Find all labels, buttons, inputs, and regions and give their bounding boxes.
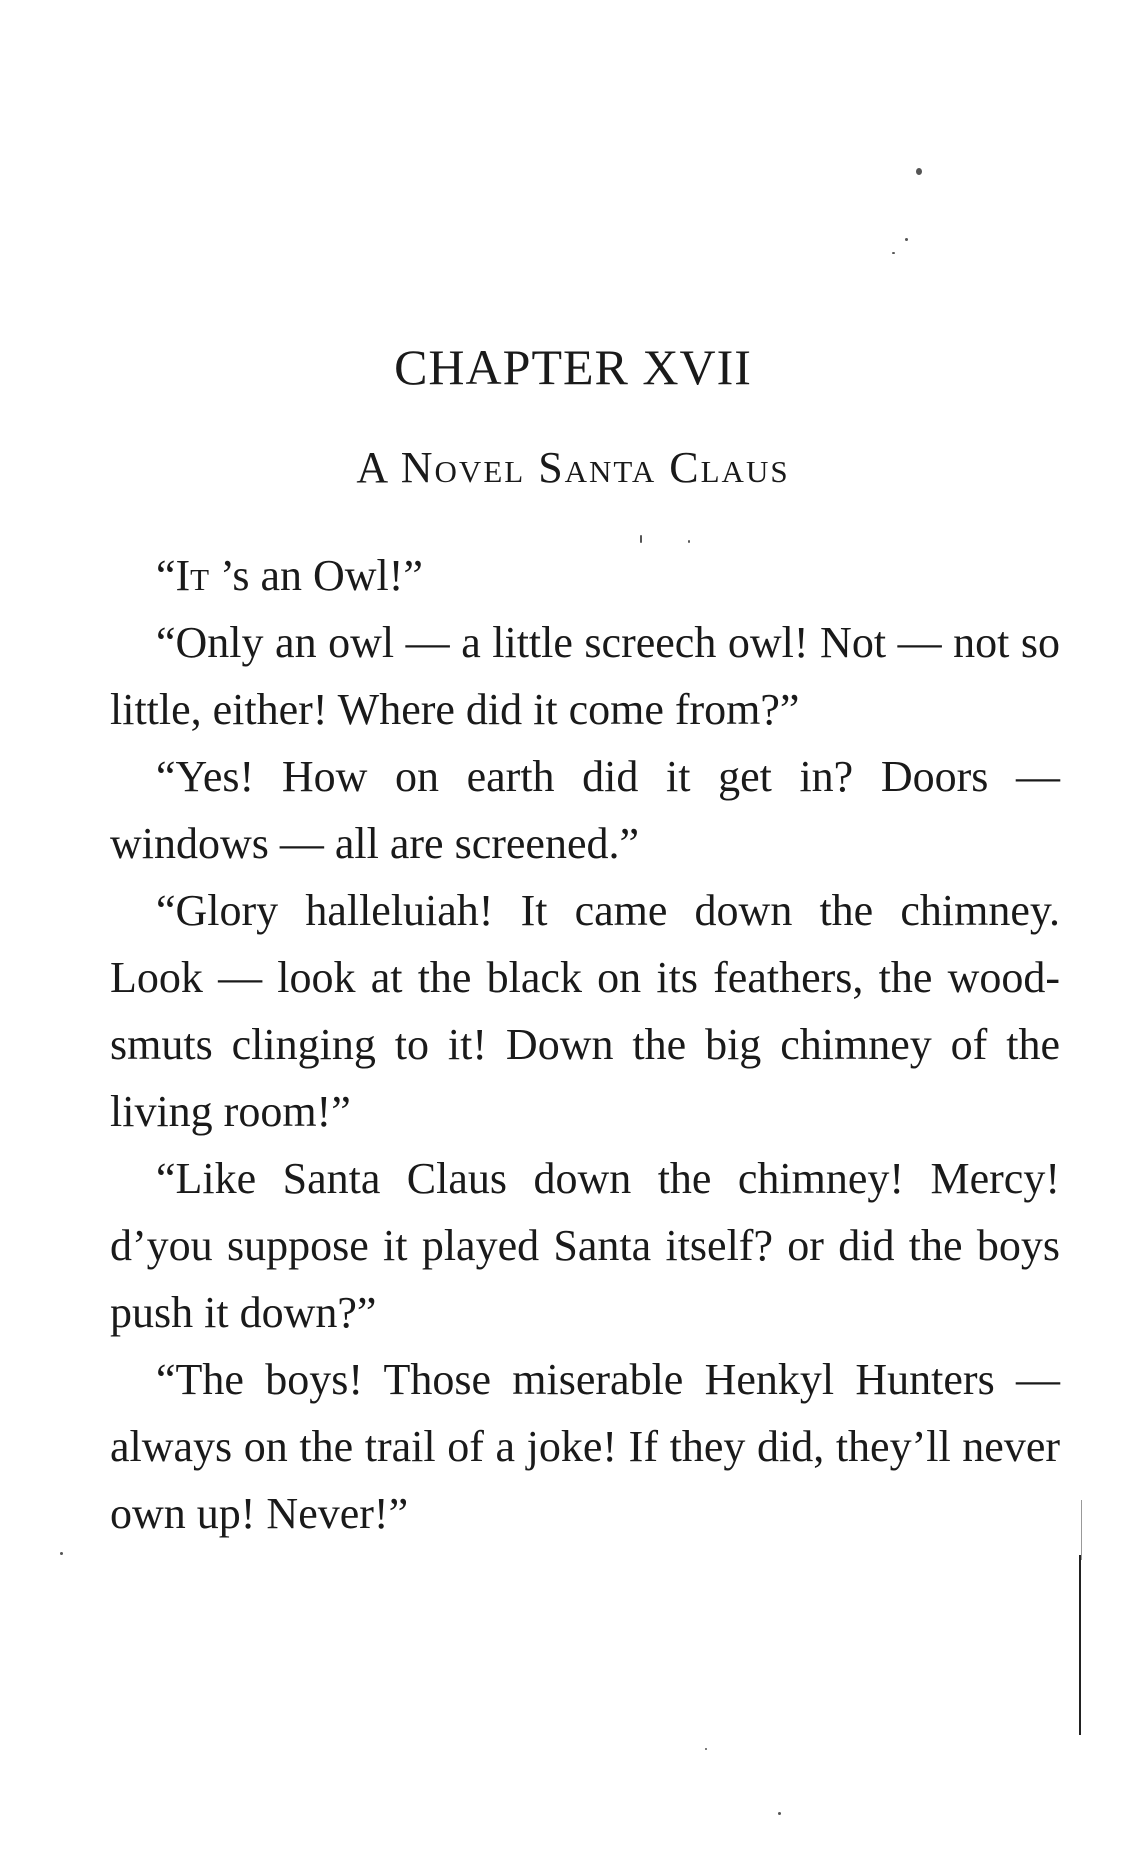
paragraph <box>110 1145 1060 1346</box>
paragraph <box>110 743 1060 877</box>
paragraph-text: “Glory halleluiah! It came down the chimney. Look — look at the black on its feathers, the wood-smuts clinging to it! Down the big chimney of the living room!” <box>110 886 1060 1136</box>
paragraph-text: “Only an owl — a little screech owl! Not — not so little, either! Where did it come from?” <box>110 618 1060 734</box>
chapter-title: A Novel Santa Claus <box>356 443 790 492</box>
paragraph <box>110 542 1060 609</box>
paragraph-text: “The boys! Those miserable Henkyl Hunters — always on the trail of a joke! If they did, they’ll never own up! Never!” <box>110 1355 1060 1538</box>
paragraph-lead: “It <box>156 551 210 600</box>
chapter-heading: CHAPTER XVII <box>394 339 752 395</box>
ink-speck <box>905 238 908 241</box>
paragraph <box>110 1346 1060 1547</box>
ink-speck <box>916 168 922 175</box>
paragraph-text: “Yes! How on earth did it get in? Doors — windows — all are screened.” <box>110 752 1060 868</box>
paragraph <box>110 877 1060 1145</box>
ink-speck <box>892 252 895 254</box>
margin-rule <box>1079 1555 1081 1735</box>
paragraph-text: “Like Santa Claus down the chimney! Mercy! d’you suppose it played Santa itself? or did the boys push it down?” <box>110 1154 1060 1337</box>
paragraph <box>110 609 1060 743</box>
body-text <box>110 542 1060 1547</box>
ink-speck <box>705 1748 707 1750</box>
paragraph-text: ’s an Owl!” <box>209 551 423 600</box>
margin-mark <box>1081 1500 1082 1560</box>
ink-speck <box>60 1552 63 1555</box>
ink-speck <box>778 1812 781 1815</box>
